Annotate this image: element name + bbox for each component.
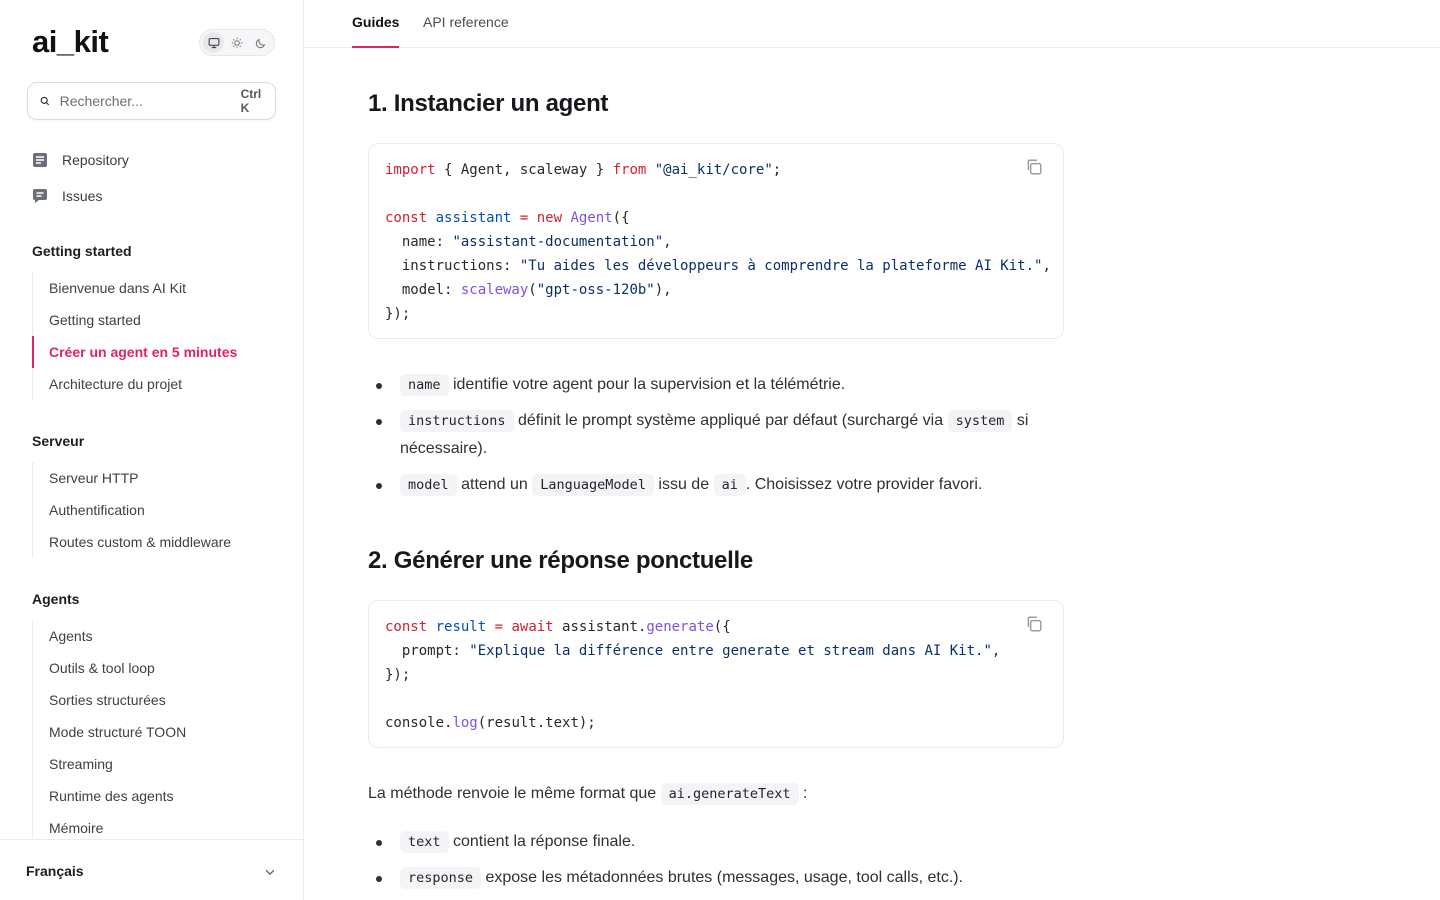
list-item (372, 371, 1072, 399)
code-token: "@ai_kit/core" (654, 162, 773, 178)
bullet-list-agent-params (372, 371, 1072, 507)
code-token: await (511, 619, 554, 635)
sidebar-item-authentification[interactable]: Authentification (49, 502, 145, 518)
nav-group-getting-started (32, 272, 282, 400)
code-token: instructions: (385, 258, 520, 274)
sidebar-link-label: Repository (62, 152, 129, 168)
sidebar-item-mode-toon[interactable]: Mode structuré TOON (49, 724, 187, 740)
language-label: Français (26, 863, 84, 879)
sidebar-link-repository[interactable] (32, 152, 129, 168)
sidebar-item-routes-custom[interactable]: Routes custom & middleware (49, 534, 232, 550)
list-item-text: . Choisissez votre provider favori. (745, 476, 983, 493)
code-token: import (385, 162, 436, 178)
sidebar-nav (0, 140, 303, 838)
sidebar-item-getting-started[interactable]: Getting started (49, 312, 141, 328)
sidebar-item-creer-un-agent[interactable]: Créer un agent en 5 minutes (33, 336, 282, 368)
tab-api-reference[interactable]: API reference (423, 14, 509, 30)
code-token: result (435, 619, 487, 635)
copy-code-button[interactable] (1025, 158, 1045, 178)
code-token: = (486, 619, 512, 635)
inline-code: ai (714, 474, 746, 496)
sidebar-item-streaming[interactable]: Streaming (49, 756, 113, 772)
sidebar-item-outils[interactable]: Outils & tool loop (49, 660, 155, 676)
nav-group-serveur (32, 462, 282, 558)
list-item (372, 407, 1072, 463)
paragraph-text: : (802, 785, 808, 802)
sun-icon (231, 37, 243, 49)
code-token: (result.text); (477, 715, 596, 731)
copy-code-button[interactable] (1025, 615, 1045, 635)
theme-system-button[interactable] (203, 32, 224, 53)
code-token: model: (385, 282, 461, 298)
code-token: ), (654, 282, 672, 298)
code-token: ({ (612, 210, 630, 226)
search-icon (40, 94, 50, 108)
theme-light-button[interactable] (227, 32, 248, 53)
sidebar-link-label: Issues (62, 188, 103, 204)
code-token: "Tu aides les développeurs à comprendre la plateforme AI Kit." (519, 258, 1043, 274)
code-token: const (385, 619, 428, 635)
list-item-text: attend un (461, 476, 528, 493)
inline-code: LanguageModel (532, 474, 654, 496)
code-token: }); (385, 667, 411, 683)
sidebar-link-issues[interactable] (32, 188, 102, 204)
sidebar-item-memoire[interactable]: Mémoire (49, 820, 104, 836)
sidebar-item-serveur-http[interactable]: Serveur HTTP (49, 470, 139, 486)
inline-code: instructions (400, 410, 514, 432)
theme-switcher (199, 29, 275, 56)
code-token: generate (646, 619, 714, 635)
monitor-icon (208, 37, 220, 49)
code-token: log (452, 715, 478, 731)
code-token: "Explique la différence entre generate et stream dans AI Kit." (469, 643, 992, 659)
section-heading-generer: 2. Générer une réponse ponctuelle (368, 547, 753, 574)
code-token: ; (772, 162, 782, 178)
list-item-text: si nécessaire). (400, 412, 1029, 457)
brand-logo[interactable]: ai_kit (32, 24, 109, 59)
nav-group-agents (32, 620, 282, 838)
code-token: "assistant-documentation" (452, 234, 664, 250)
code-token: const (385, 210, 428, 226)
inline-code: response (400, 867, 481, 889)
code-token: ( (528, 282, 537, 298)
copy-icon (1025, 158, 1043, 176)
section-title-serveur: Serveur (32, 433, 85, 449)
list-item (372, 864, 1072, 892)
code-token: = (511, 210, 537, 226)
code-block-agent (368, 143, 1064, 339)
chevron-down-icon (263, 865, 277, 879)
code-token: }); (385, 306, 411, 322)
bullet-list-result-fields (372, 828, 1072, 900)
top-tabs (304, 0, 1440, 48)
inline-code: text (400, 831, 449, 853)
list-item (372, 471, 1072, 499)
code-token: from (612, 162, 647, 178)
paragraph-generate-format (368, 780, 807, 808)
code-token: assistant. (553, 619, 647, 635)
sidebar-item-sorties-structurees[interactable]: Sorties structurées (49, 692, 166, 708)
code-token: Agent (570, 210, 613, 226)
code-token: ({ (713, 619, 731, 635)
search-box[interactable] (27, 82, 276, 120)
sidebar-item-architecture[interactable]: Architecture du projet (49, 376, 183, 392)
inline-code: model (400, 474, 457, 496)
sidebar (0, 0, 304, 900)
list-item-text: identifie votre agent pour la supervision et la télémétrie. (452, 376, 846, 393)
code-token: { Agent, scaleway } (435, 162, 613, 178)
search-input[interactable] (60, 93, 241, 109)
tab-guides[interactable]: Guides (352, 14, 399, 48)
code-token: , (991, 643, 1001, 659)
code-token: new (536, 210, 563, 226)
code-token: assistant (435, 210, 512, 226)
list-item-text: expose les métadonnées brutes (messages, usage, tool calls, etc.). (485, 869, 964, 886)
theme-dark-button[interactable] (250, 32, 271, 53)
copy-icon (1025, 615, 1043, 633)
sidebar-item-agents[interactable]: Agents (49, 628, 93, 644)
section-title-agents: Agents (32, 591, 80, 607)
list-item (372, 828, 1072, 856)
inline-code: name (400, 374, 449, 396)
list-item-text: définit le prompt système appliqué par défaut (surchargé via (518, 412, 944, 429)
language-selector[interactable] (0, 839, 303, 900)
list-item-text: contient la réponse finale. (452, 833, 636, 850)
code-token: , (663, 234, 672, 250)
code-block-generate (368, 600, 1064, 748)
code-token: console. (385, 715, 453, 731)
book-icon (32, 152, 48, 168)
code-token: prompt: (385, 643, 470, 659)
moon-icon (255, 37, 267, 49)
code-token: name: (385, 234, 453, 250)
code-token: scaleway (460, 282, 529, 298)
section-title-getting-started: Getting started (32, 243, 132, 259)
search-shortcut: Ctrl K (240, 87, 262, 115)
inline-code: ai.generateText (661, 783, 799, 805)
section-heading-instancier: 1. Instancier un agent (368, 90, 609, 117)
code-token: , (1042, 258, 1051, 274)
inline-code: system (948, 410, 1013, 432)
sidebar-item-bienvenue[interactable]: Bienvenue dans AI Kit (49, 280, 186, 296)
list-item-text: issu de (658, 476, 710, 493)
paragraph-text: La méthode renvoie le même format que (368, 785, 657, 802)
message-icon (32, 188, 48, 204)
code-token: "gpt-oss-120b" (536, 282, 655, 298)
sidebar-item-runtime[interactable]: Runtime des agents (49, 788, 174, 804)
